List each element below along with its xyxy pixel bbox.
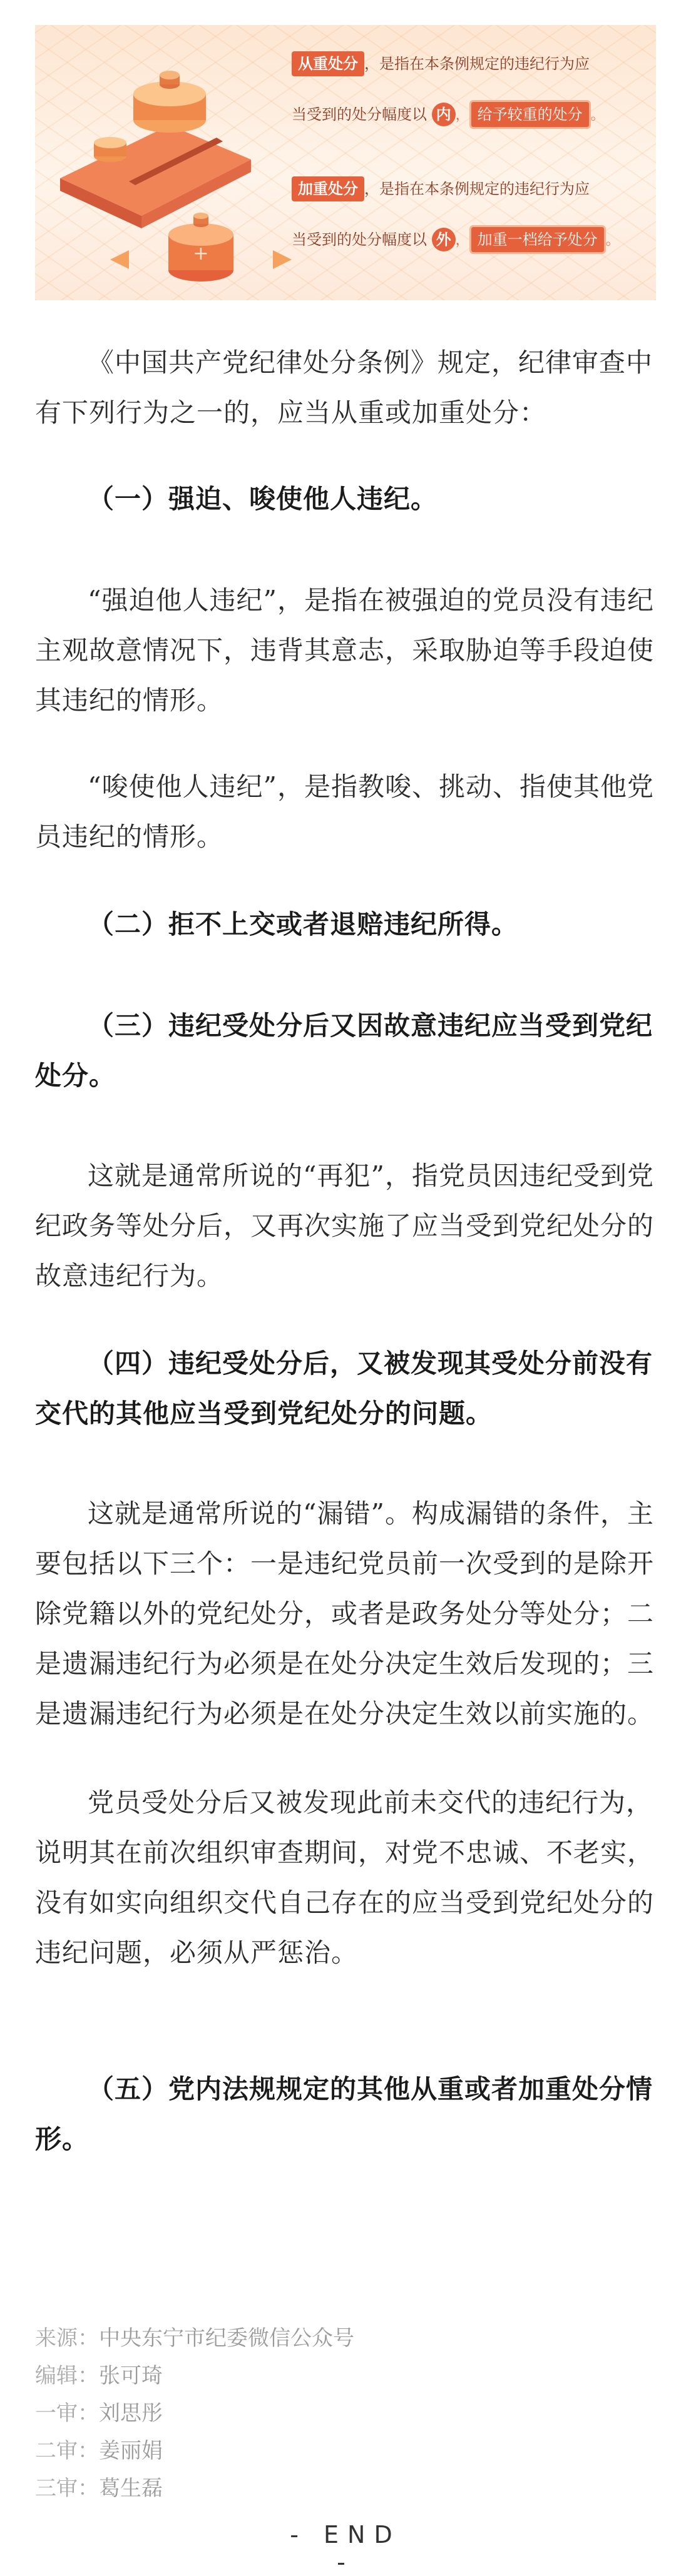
- tag-aggravated-punishment: 加重处分: [292, 176, 364, 201]
- paragraph-instigation: “唆使他人违纪”，是指教唆、挑动、指使其他党员违纪的情形。: [35, 771, 654, 852]
- banner-row-aggravate-outer-2: 当受到的处分幅度以 外 ， 加重一档给予处分 。: [292, 225, 620, 255]
- section-heading-4: （四）违纪受处分后，又被发现其受处分前没有交代的其他应当受到党纪处分的问题。: [35, 1348, 653, 1429]
- badge-outer: 外: [432, 228, 456, 251]
- credit-source: 来源：中央东宁市纪委微信公众号: [35, 2326, 354, 2351]
- section-heading-2: （二）拒不上交或者退赔违纪所得。: [88, 909, 519, 940]
- tag-heavier-punishment: 从重处分: [292, 51, 364, 76]
- credit-second-review: 二审：姜丽娟: [35, 2438, 163, 2463]
- credit-editor: 编辑：张可琦: [35, 2363, 163, 2388]
- banner-row-aggravate-inner: 从重处分 ，是指在本条例规定的违纪行为应: [292, 50, 590, 78]
- paragraph-omission: 这就是通常所说的“漏错”。构成漏错的条件，主要包括以下三个：一是违纪党员前一次受到的是除开除党籍以外的党纪处分，或者是政务处分等处分；二是遗漏违纪行为必须是在处分决定生效后发现的；三是遗漏违纪行为必须是在处分决定生效以前实施的。: [35, 1498, 655, 1729]
- banner-row-aggravate-inner-2: 当受到的处分幅度以 内 ， 给予较重的处分 。: [292, 100, 605, 129]
- section-heading-5: （五）党内法规规定的其他从重或者加重处分情形。: [35, 2074, 653, 2154]
- section-heading-1: （一）强迫、唆使他人违纪。: [88, 484, 438, 514]
- credits-block: [35, 2320, 656, 2507]
- end-mark: - END -: [290, 2521, 401, 2576]
- credit-third-review: 三审：葛生磊: [35, 2476, 163, 2501]
- credit-first-review: 一审：刘思彤: [35, 2401, 163, 2426]
- paragraph-repeat-offense: 这就是通常所说的“再犯”，指党员因违纪受到党纪政务等处分后，又再次实施了应当受到党纪处分的故意违纪行为。: [35, 1160, 655, 1291]
- illustration-banner: [35, 25, 656, 300]
- badge-inner: 内: [432, 103, 456, 126]
- paragraph-strict-punishment: 党员受处分后又被发现此前未交代的违纪行为，说明其在前次组织审查期间，对党不忠诚、不老实，没有如实向组织交代自己存在的应当受到党纪处分的违纪问题，必须从严惩治。: [35, 1787, 655, 1968]
- box-heavier-within-range: 给予较重的处分: [469, 100, 591, 129]
- paragraph-coercion: “强迫他人违纪”，是指在被强迫的党员没有违纪主观故意情况下，违背其意志，采取胁迫等手段迫使其违纪的情形。: [35, 585, 655, 716]
- intro-paragraph: 《中国共产党纪律处分条例》规定，纪律审查中有下列行为之一的，应当从重或加重处分：: [35, 347, 653, 428]
- section-heading-3: （三）违纪受处分后又因故意违纪应当受到党纪处分。: [35, 1010, 653, 1091]
- banner-row-aggravate-outer: 加重处分 ，是指在本条例规定的违纪行为应: [292, 175, 590, 203]
- box-one-level-heavier: 加重一档给予处分: [469, 225, 606, 254]
- svg-text:+: +: [193, 243, 209, 265]
